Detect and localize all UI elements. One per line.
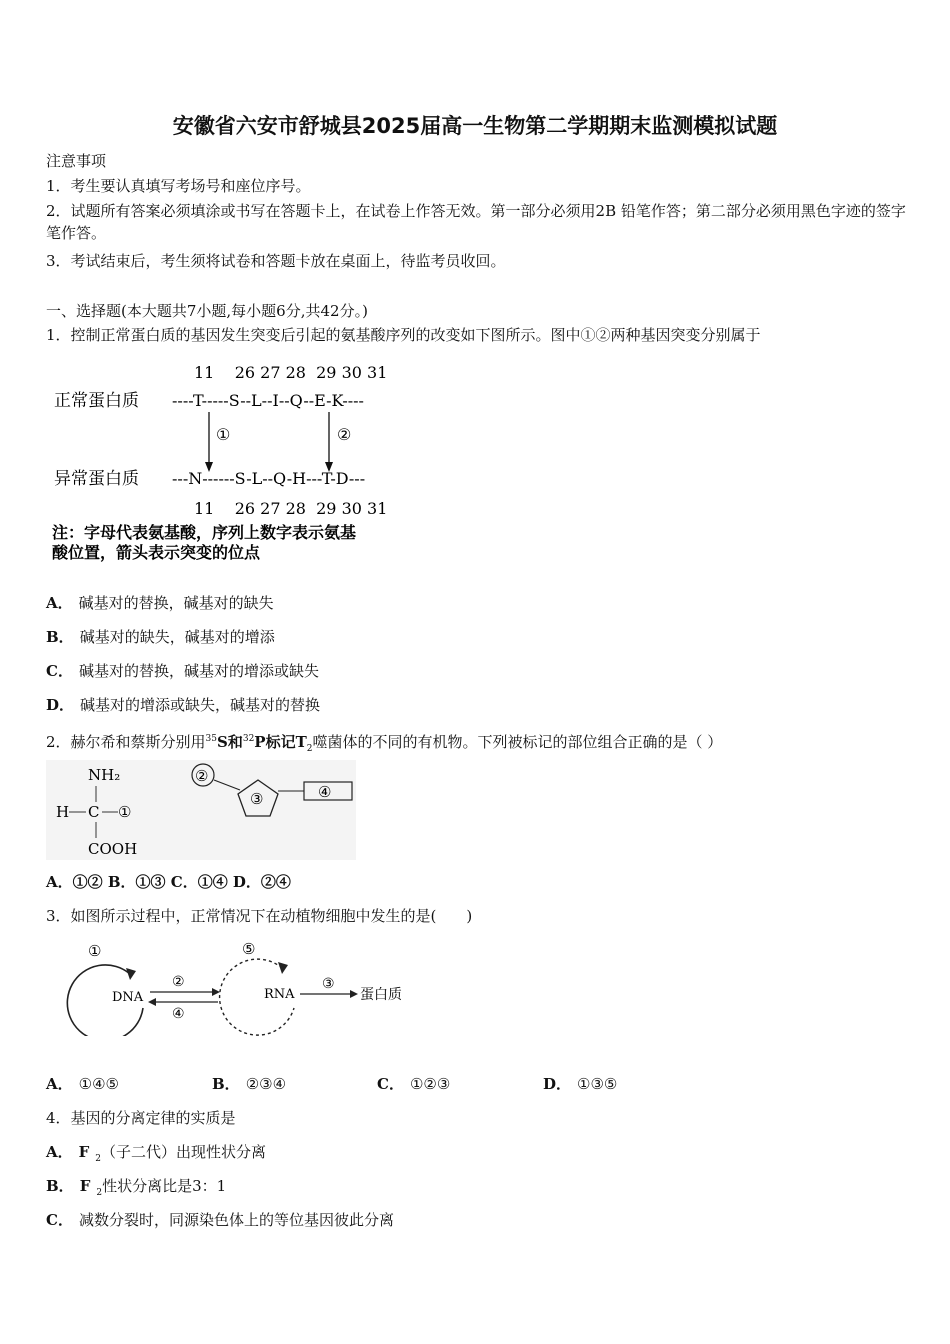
option-text: 碱基对的替换，碱基对的缺失 [78, 594, 274, 612]
option-text: 碱基对的替换，碱基对的增添或缺失 [78, 662, 319, 680]
arrow-head [148, 998, 156, 1006]
dna-label: DNA [112, 990, 144, 1005]
question-1-stem: 1．控制正常蛋白质的基因发生突变后引起的氨基酸序列的改变如下图所示。图中①②两种基因突变分别属于 [46, 326, 761, 344]
normal-sequence: ----T-----S--L--I--Q--E-K---- [172, 391, 364, 410]
stem-part: 噬菌体的不同的有机物。下列被标记的部位组合正确的是（ ） [312, 733, 723, 751]
option-letter: B． [46, 628, 74, 646]
option-text: 性状分离比是3：1 [102, 1177, 227, 1195]
notice-item-3: 3．考试结束后，考生须将试卷和答题卡放在桌面上，待监考员收回。 [46, 252, 506, 270]
option-text: F [79, 1177, 91, 1195]
process-4-label: ④ [172, 1006, 185, 1022]
option-text: ②③④ [245, 1075, 287, 1093]
rna-label: RNA [264, 987, 295, 1002]
option-letter: C． [46, 1211, 73, 1229]
option-letter: B． [212, 1075, 240, 1093]
option-text: ①④⑤ [78, 1075, 119, 1093]
q3-option-d[interactable] [543, 1073, 617, 1095]
q4-option-b[interactable] [46, 1175, 226, 1204]
stem-part: P标记T [254, 733, 307, 751]
option-letter: B． [46, 1177, 74, 1195]
option-text: 碱基对的缺失，碱基对的增添 [79, 628, 275, 646]
q3-option-c[interactable] [377, 1073, 450, 1095]
central-dogma-figure [46, 936, 426, 1036]
option-text: 减数分裂时，同源染色体上的等位基因彼此分离 [78, 1211, 394, 1229]
process-2-label: ② [172, 974, 185, 990]
option-letter: C． [46, 662, 73, 680]
q1-option-d[interactable] [46, 694, 320, 716]
option-text: ①③⑤ [577, 1075, 618, 1093]
q4-option-c[interactable] [46, 1209, 394, 1231]
q4-option-a[interactable] [46, 1141, 266, 1170]
site-1-label: ① [118, 803, 132, 821]
site-4-label: ④ [318, 783, 332, 801]
site-2-label: ② [195, 767, 209, 785]
arrow-head [278, 962, 288, 974]
q2-options[interactable]: A．①② B．①③ C．①④ D．②④ [46, 873, 291, 891]
q1-option-c[interactable] [46, 660, 319, 682]
mutation-figure [46, 358, 466, 568]
arrow-head [126, 968, 136, 980]
option-letter: A． [46, 1075, 73, 1093]
subscript: 2 [306, 744, 313, 754]
isotope-32: 32 [242, 734, 255, 744]
amino-nucleotide-figure [46, 760, 358, 860]
option-text: ①②③ [409, 1075, 451, 1093]
protein-label: 蛋白质 [360, 987, 402, 1003]
q3-option-b[interactable] [212, 1073, 286, 1095]
option-letter: C． [377, 1075, 404, 1093]
q1-option-b[interactable] [46, 626, 275, 648]
stem-part: S和 [217, 733, 243, 751]
option-letter: D． [543, 1075, 572, 1093]
normal-protein-label: 正常蛋白质 [54, 391, 139, 411]
option-letter: A． [46, 594, 73, 612]
arrow-head [350, 990, 358, 998]
h-label: H [56, 803, 70, 821]
notice-heading: 注意事项 [46, 152, 107, 170]
option-text: （子二代）出现性状分离 [101, 1143, 267, 1161]
option-letter: D． [46, 696, 75, 714]
question-3-stem: 3．如图所示过程中，正常情况下在动植物细胞中发生的是( ) [46, 907, 473, 925]
subscript: 2 [96, 1188, 103, 1198]
q1-option-a[interactable] [46, 592, 274, 614]
subscript: 2 [95, 1154, 102, 1164]
arrow-1-label: ① [216, 425, 231, 444]
site-3-label: ③ [250, 790, 264, 808]
abnormal-protein-label: 异常蛋白质 [54, 469, 139, 489]
question-4-stem: 4．基因的分离定律的实质是 [46, 1109, 236, 1127]
positions-bottom: 11 26 27 28 29 30 31 [194, 499, 388, 518]
page-title: 安徽省六安市舒城县2025届高一生物第二学期期末监测模拟试题 [172, 114, 778, 138]
arrow-2-label: ② [337, 425, 352, 444]
option-text: F [78, 1143, 90, 1161]
option-letter: A． [46, 1143, 73, 1161]
section-heading: 一、选择题(本大题共7小题,每小题6分,共42分。) [46, 302, 368, 320]
positions-top: 11 26 27 28 29 30 31 [194, 363, 388, 382]
abnormal-sequence: ---N------S-L--Q-H---T-D--- [172, 469, 366, 488]
q3-option-a[interactable] [46, 1073, 119, 1095]
process-3-label: ③ [322, 976, 335, 992]
option-text: 碱基对的增添或缺失，碱基对的替换 [80, 696, 321, 714]
question-2-stem [46, 728, 722, 760]
notice-item-2: 2．试题所有答案必须填涂或书写在答题卡上，在试卷上作答无效。第一部分必须用2B 铅笔作答；第二部分必须用黑色字迹的签字笔作答。 [46, 202, 906, 242]
notice-item-1: 1．考生要认真填写考场号和座位序号。 [46, 177, 311, 195]
isotope-35: 35 [205, 734, 217, 744]
figure-note-line-1: 注：字母代表氨基酸，序列上数字表示氨基 [52, 523, 357, 542]
stem-part: 2．赫尔希和蔡斯分别用 [46, 733, 206, 751]
figure-note-line-2: 酸位置，箭头表示突变的位点 [52, 543, 261, 562]
nh2-label: NH₂ [88, 766, 121, 784]
process-5-label: ⑤ [242, 940, 256, 958]
arrow-head [212, 988, 220, 996]
process-1-label: ① [88, 942, 102, 960]
cooh-label: COOH [88, 840, 138, 858]
c-label: C [88, 803, 100, 821]
